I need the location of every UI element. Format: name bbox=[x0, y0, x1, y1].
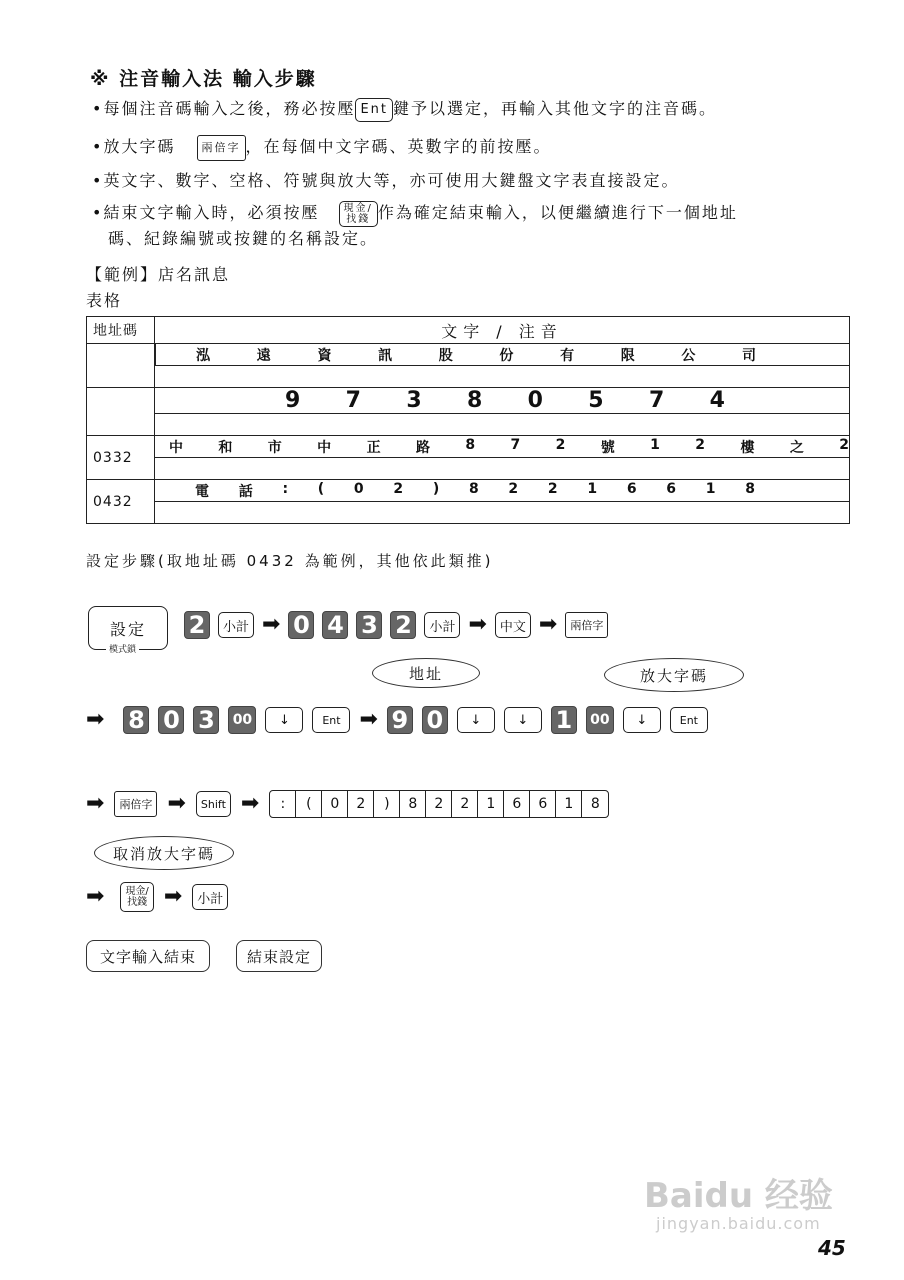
phone-key[interactable]: 2 bbox=[348, 791, 374, 817]
table-cell: 5 bbox=[588, 388, 604, 413]
double-zero-key[interactable]: 00 bbox=[586, 706, 614, 734]
phone-key[interactable]: 1 bbox=[478, 791, 504, 817]
digit-4-key[interactable]: 4 bbox=[322, 611, 348, 639]
shift-key[interactable]: Shift bbox=[196, 791, 231, 817]
table-cell: 2 bbox=[393, 480, 404, 497]
table-cell: 8 bbox=[466, 388, 483, 413]
box-end-text-input: 文字輸入結束 bbox=[86, 940, 210, 972]
table-cell: 2 bbox=[547, 480, 558, 497]
watermark-url: jingyan.baidu.com bbox=[656, 1214, 821, 1233]
bullet-2-text-2: ，在每個中文字碼、英數字的前按壓。 bbox=[245, 137, 552, 156]
digit-0-key[interactable]: 0 bbox=[288, 611, 314, 639]
cash-change-key[interactable]: 現金/ 找錢 bbox=[120, 882, 153, 912]
arrow-icon: ➡ bbox=[359, 707, 378, 732]
table-cell: 4 bbox=[709, 388, 725, 413]
phone-key[interactable]: 2 bbox=[452, 791, 478, 817]
arrow-icon: ➡ bbox=[86, 791, 105, 816]
down-key[interactable]: ↓ bbox=[265, 707, 303, 733]
watermark-brand: Baidu 经验 bbox=[644, 1176, 833, 1216]
table-cell: 7 bbox=[510, 436, 521, 453]
phone-key[interactable]: ( bbox=[296, 791, 322, 817]
down-key[interactable]: ↓ bbox=[623, 707, 661, 733]
digit-0-key[interactable]: 0 bbox=[422, 706, 448, 734]
table-cell: 市 bbox=[267, 439, 282, 456]
page-number: 45 bbox=[818, 1236, 846, 1260]
table-cell: 2 bbox=[695, 436, 706, 453]
steps-title: 設定步驟(取地址碼 0432 為範例，其他依此類推) bbox=[86, 552, 494, 570]
row-company-name bbox=[156, 344, 850, 366]
cash-change-key: 現金/ 找錢 bbox=[339, 201, 378, 227]
table-cell: 0 bbox=[353, 480, 364, 497]
table-cell: ( bbox=[317, 480, 325, 497]
phone-key-sequence bbox=[269, 790, 609, 818]
arrow-icon: ➡ bbox=[262, 612, 281, 637]
step-row-3 bbox=[86, 790, 609, 818]
table-cell: 8 bbox=[745, 480, 755, 497]
digit-2-key[interactable]: 2 bbox=[390, 611, 416, 639]
table-cell: 1 bbox=[587, 480, 598, 497]
double-width-key[interactable]: 兩倍字 bbox=[565, 612, 608, 638]
phone-key[interactable]: 1 bbox=[556, 791, 582, 817]
down-key[interactable]: ↓ bbox=[457, 707, 495, 733]
ent-key[interactable]: Ent bbox=[670, 707, 708, 733]
table-cell: 6 bbox=[626, 480, 637, 497]
table-cell: 有 bbox=[560, 347, 575, 364]
arrow-icon: ➡ bbox=[86, 707, 105, 732]
subtotal-key[interactable]: 小計 bbox=[192, 884, 228, 910]
bubble-cancel-enlarge: 取消放大字碼 bbox=[94, 836, 234, 870]
row-tax-id bbox=[155, 388, 850, 414]
row-address bbox=[155, 436, 850, 458]
header-code: 地址碼 bbox=[87, 317, 155, 344]
table-cell: 泓 bbox=[196, 347, 211, 364]
phone-key[interactable]: 2 bbox=[426, 791, 452, 817]
table-cell: 8 bbox=[465, 436, 476, 453]
phone-key[interactable]: 8 bbox=[590, 796, 600, 812]
bullet-3: •英文字、數字、空格、符號與放大等，亦可使用大鍵盤文字表直接設定。 bbox=[92, 171, 680, 190]
section-heading: ※ 注音輸入法 輸入步驟 bbox=[90, 68, 317, 90]
table-cell: 和 bbox=[218, 439, 233, 456]
table-cell: 中 bbox=[317, 439, 332, 456]
bullet-4 bbox=[92, 200, 738, 227]
table-cell: 2 bbox=[555, 436, 566, 453]
table-cell: 訊 bbox=[378, 347, 393, 364]
bullet-2-text: •放大字碼 bbox=[92, 137, 176, 156]
table-cell: 司 bbox=[742, 347, 757, 364]
phone-key[interactable]: : bbox=[270, 791, 296, 817]
digit-1-key[interactable]: 1 bbox=[551, 706, 577, 734]
ent-key: Ent bbox=[355, 98, 393, 122]
chinese-key[interactable]: 中文 bbox=[495, 612, 531, 638]
phone-key[interactable]: ) bbox=[374, 791, 400, 817]
subtotal-key[interactable]: 小計 bbox=[218, 612, 254, 638]
bullet-4-text: •結束文字輸入時，必須按壓 bbox=[92, 203, 320, 222]
ent-key[interactable]: Ent bbox=[312, 707, 350, 733]
table-cell: : bbox=[282, 480, 289, 497]
table-cell: 2 bbox=[508, 480, 519, 497]
table-cell: 話 bbox=[238, 483, 253, 500]
bullet-4-text-2: 作為確定結束輸入，以便繼續進行下一個地址 bbox=[377, 203, 738, 222]
double-zero-key[interactable]: 00 bbox=[228, 706, 256, 734]
header-text: 文字 / 注音 bbox=[155, 317, 850, 344]
bullet-1-text: •每個注音碼輸入之後，務必按壓 bbox=[92, 99, 356, 118]
table-cell: 之 bbox=[789, 439, 804, 456]
bullet-1-text-2: 鍵予以選定，再輸入其他文字的注音碼。 bbox=[393, 99, 718, 118]
mode-lock-key[interactable]: 設定 bbox=[88, 606, 168, 650]
digit-0-key[interactable]: 0 bbox=[158, 706, 184, 734]
bullet-1 bbox=[92, 96, 717, 122]
example-label: 【範例】店名訊息 bbox=[86, 265, 231, 284]
phone-key[interactable]: 6 bbox=[504, 791, 530, 817]
bullet-4-line-2: 碼、紀錄編號或按鍵的名稱設定。 bbox=[108, 229, 379, 248]
table-cell: 路 bbox=[415, 439, 430, 456]
table-label: 表格 bbox=[86, 291, 123, 310]
step-row-2 bbox=[86, 706, 708, 734]
table-cell: 股 bbox=[438, 347, 453, 364]
arrow-icon: ➡ bbox=[240, 791, 260, 816]
code-0432: 0432 bbox=[87, 480, 155, 524]
down-key[interactable]: ↓ bbox=[504, 707, 542, 733]
table-cell: 9 bbox=[285, 388, 301, 413]
digit-3-key[interactable]: 3 bbox=[193, 706, 219, 734]
table-cell: 公 bbox=[681, 347, 696, 364]
mode-lock-label: 模式鎖 bbox=[106, 642, 139, 655]
table-cell: 份 bbox=[499, 347, 514, 364]
arrow-icon: ➡ bbox=[167, 791, 186, 816]
table-cell: 0 bbox=[527, 388, 543, 413]
arrow-icon: ➡ bbox=[86, 884, 105, 909]
table-cell: 1 bbox=[705, 480, 716, 497]
table-cell: 中 bbox=[169, 439, 183, 456]
arrow-icon: ➡ bbox=[468, 612, 487, 637]
table-cell: 限 bbox=[620, 347, 635, 364]
phone-key[interactable]: 8 bbox=[400, 791, 426, 817]
digit-3-key[interactable]: 3 bbox=[356, 611, 382, 639]
table-cell: 6 bbox=[666, 480, 677, 497]
digit-9-key[interactable]: 9 bbox=[387, 706, 413, 734]
arrow-icon: ➡ bbox=[538, 612, 558, 637]
bubble-address: 地址 bbox=[372, 658, 480, 688]
table-cell: 1 bbox=[650, 436, 660, 453]
table-cell: 樓 bbox=[740, 439, 755, 456]
bullet-2 bbox=[92, 134, 552, 161]
table-cell: 遠 bbox=[256, 347, 271, 364]
digit-8-key[interactable]: 8 bbox=[123, 706, 149, 734]
table-cell: 號 bbox=[600, 439, 615, 456]
phone-key[interactable]: 6 bbox=[530, 791, 556, 817]
table-cell: 7 bbox=[345, 388, 361, 413]
digit-2-key[interactable]: 2 bbox=[184, 611, 210, 639]
step-row-4 bbox=[86, 882, 228, 912]
table-cell: 8 bbox=[468, 480, 479, 497]
arrow-icon: ➡ bbox=[163, 884, 183, 909]
phone-key[interactable]: 0 bbox=[322, 791, 348, 817]
step-row-1 bbox=[184, 611, 608, 639]
table-cell: ) bbox=[432, 480, 440, 497]
subtotal-key[interactable]: 小計 bbox=[424, 612, 460, 638]
table-cell: 電 bbox=[195, 483, 209, 500]
bubble-enlarge: 放大字碼 bbox=[604, 658, 744, 692]
table-cell: 3 bbox=[406, 388, 422, 413]
row-phone bbox=[155, 480, 850, 502]
address-table bbox=[86, 316, 850, 524]
double-width-key[interactable]: 兩倍字 bbox=[114, 791, 157, 817]
table-cell: 7 bbox=[648, 388, 665, 413]
double-width-key: 兩倍字 bbox=[197, 135, 246, 161]
table-cell: 正 bbox=[366, 439, 381, 456]
code-0332: 0332 bbox=[87, 436, 155, 480]
table-cell: 2 bbox=[839, 436, 849, 453]
box-end-setting: 結束設定 bbox=[236, 940, 322, 972]
table-cell: 資 bbox=[317, 347, 332, 364]
